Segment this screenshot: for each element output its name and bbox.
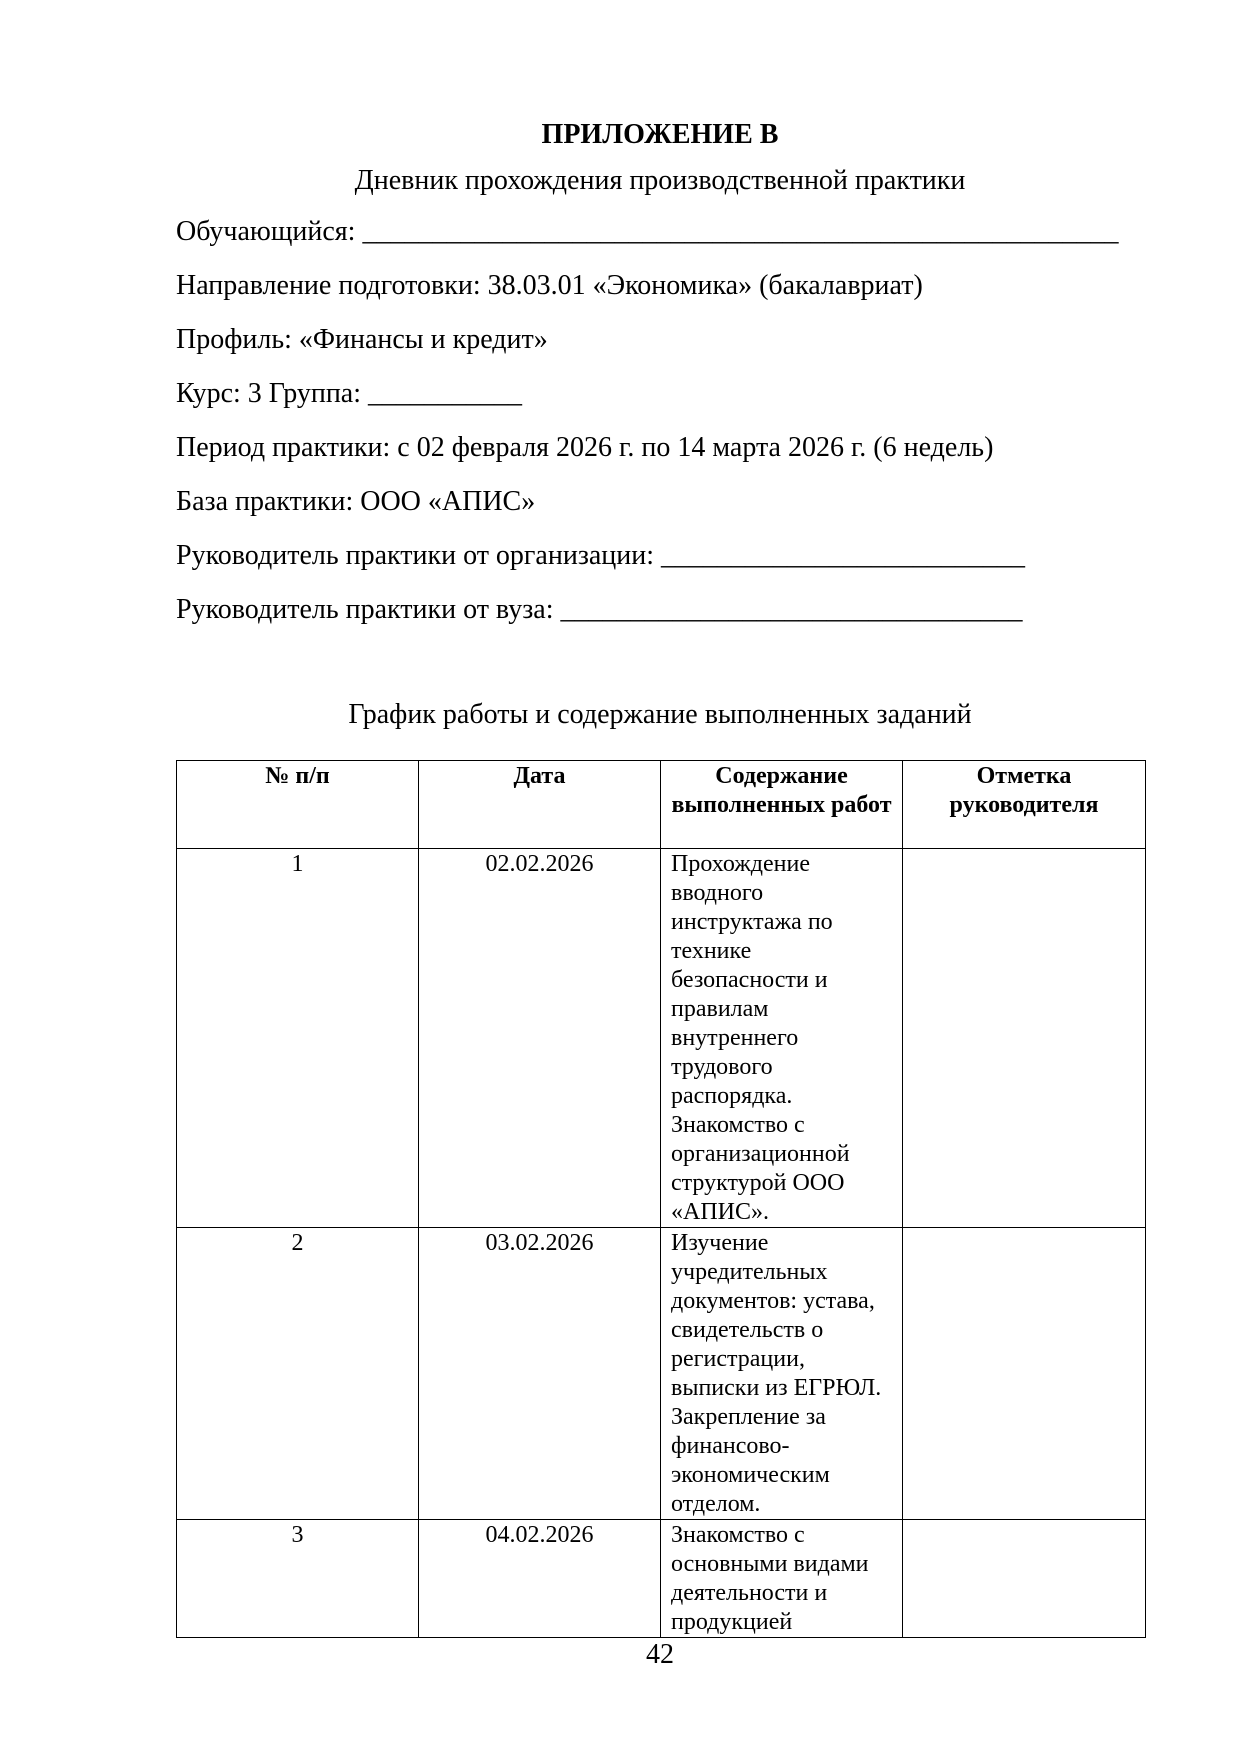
- row-number: 2: [177, 1228, 419, 1520]
- header-content: Содержание выполненных работ: [661, 761, 903, 849]
- row-number: 3: [177, 1520, 419, 1638]
- row-content: Знакомство с основными видами деятельности и продукцией: [661, 1520, 903, 1638]
- header-date: Дата: [419, 761, 661, 849]
- schedule-title: График работы и содержание выполненных заданий: [348, 699, 972, 730]
- row-date: 02.02.2026: [419, 849, 661, 1228]
- header-mark: Отметка руководителя: [903, 761, 1146, 849]
- row-date: 04.02.2026: [419, 1520, 661, 1638]
- table-row: [177, 1520, 1146, 1638]
- table-header-row: [177, 761, 1146, 849]
- supervisor-org-field: Руководитель практики от организации: __________________________: [176, 540, 1026, 571]
- row-mark: [903, 1228, 1146, 1520]
- row-content: Прохождение вводного инструктажа по технике безопасности и правилам внутреннего трудового распорядка. Знакомство с организационной структурой ООО «АПИС».: [661, 849, 903, 1228]
- direction-field: Направление подготовки: 38.03.01 «Экономика» (бакалавриат): [176, 270, 923, 301]
- base-field: База практики: ООО «АПИС»: [176, 486, 536, 517]
- student-field: Обучающийся: ______________________________________________________: [176, 216, 1119, 247]
- period-field: Период практики: с 02 февраля 2026 г. по 14 марта 2026 г. (6 недель): [176, 432, 994, 463]
- table-row: [177, 849, 1146, 1228]
- row-mark: [903, 1520, 1146, 1638]
- profile-field: Профиль: «Финансы и кредит»: [176, 324, 548, 355]
- appendix-title: ПРИЛОЖЕНИЕ В: [541, 119, 779, 150]
- page-number: 42: [646, 1639, 674, 1670]
- header-number: № п/п: [177, 761, 419, 849]
- supervisor-uni-field: Руководитель практики от вуза: _________________________________: [176, 594, 1023, 625]
- row-date: 03.02.2026: [419, 1228, 661, 1520]
- row-content: Изучение учредительных документов: устава, свидетельств о регистрации, выписки из ЕГРЮЛ. Закрепление за финансово-экономическим отделом.: [661, 1228, 903, 1520]
- row-mark: [903, 849, 1146, 1228]
- course-group-field: Курс: 3 Группа: ___________: [176, 378, 523, 409]
- table-row: [177, 1228, 1146, 1520]
- diary-title: Дневник прохождения производственной практики: [354, 165, 966, 196]
- schedule-table: [176, 760, 1146, 1638]
- row-number: 1: [177, 849, 419, 1228]
